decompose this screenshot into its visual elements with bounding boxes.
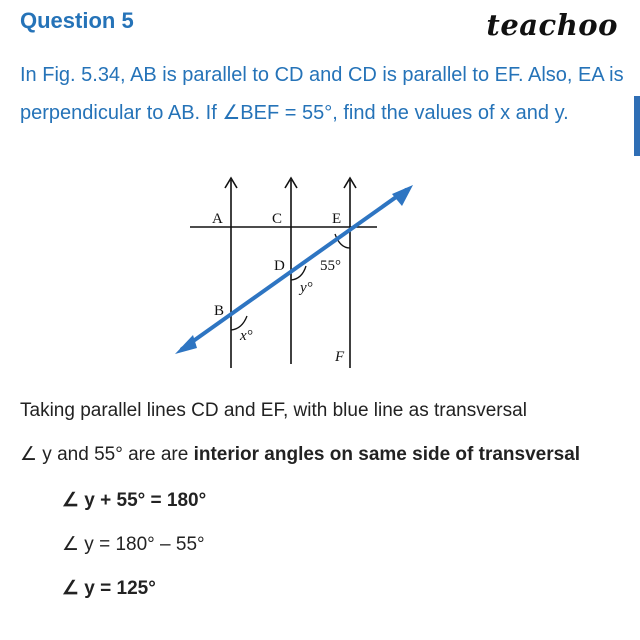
- label-angle-y: y°: [300, 280, 313, 296]
- label-angle-x: x°: [240, 328, 253, 344]
- label-b: B: [214, 303, 225, 319]
- label-d: D: [274, 258, 285, 274]
- scrollbar-thumb[interactable]: [634, 96, 640, 156]
- label-e: E: [332, 211, 342, 227]
- transversal-arrow-bottom: [175, 335, 197, 354]
- solution-line-1: Taking parallel lines CD and EF, with blue line as transversal: [20, 400, 527, 421]
- question-text-line-1: In Fig. 5.34, AB is parallel to CD and CD is parallel to EF. Also, EA is: [20, 64, 624, 86]
- equation-1: ∠ y + 55° = 180°: [62, 490, 207, 511]
- solution-line-2-emphasis: interior angles on same side of transversal: [193, 444, 581, 465]
- label-f: F: [335, 349, 345, 365]
- transversal-arrow-top: [392, 185, 413, 206]
- equation-3: ∠ y = 125°: [62, 578, 156, 599]
- label-angle-55: 55°: [320, 258, 341, 274]
- figure-5-34: [160, 168, 430, 368]
- label-c: C: [272, 211, 283, 227]
- equation-2: ∠ y = 180° – 55°: [62, 534, 205, 555]
- solution-line-2-prefix: ∠ y and 55° are are: [20, 444, 194, 465]
- label-a: A: [212, 211, 223, 227]
- question-label: Question 5: [20, 8, 134, 33]
- question-text-line-2: perpendicular to AB. If ∠BEF = 55°, find the values of x and y.: [20, 102, 569, 124]
- brand-logo: teachoo: [486, 8, 618, 42]
- solution-line-2: [20, 443, 580, 466]
